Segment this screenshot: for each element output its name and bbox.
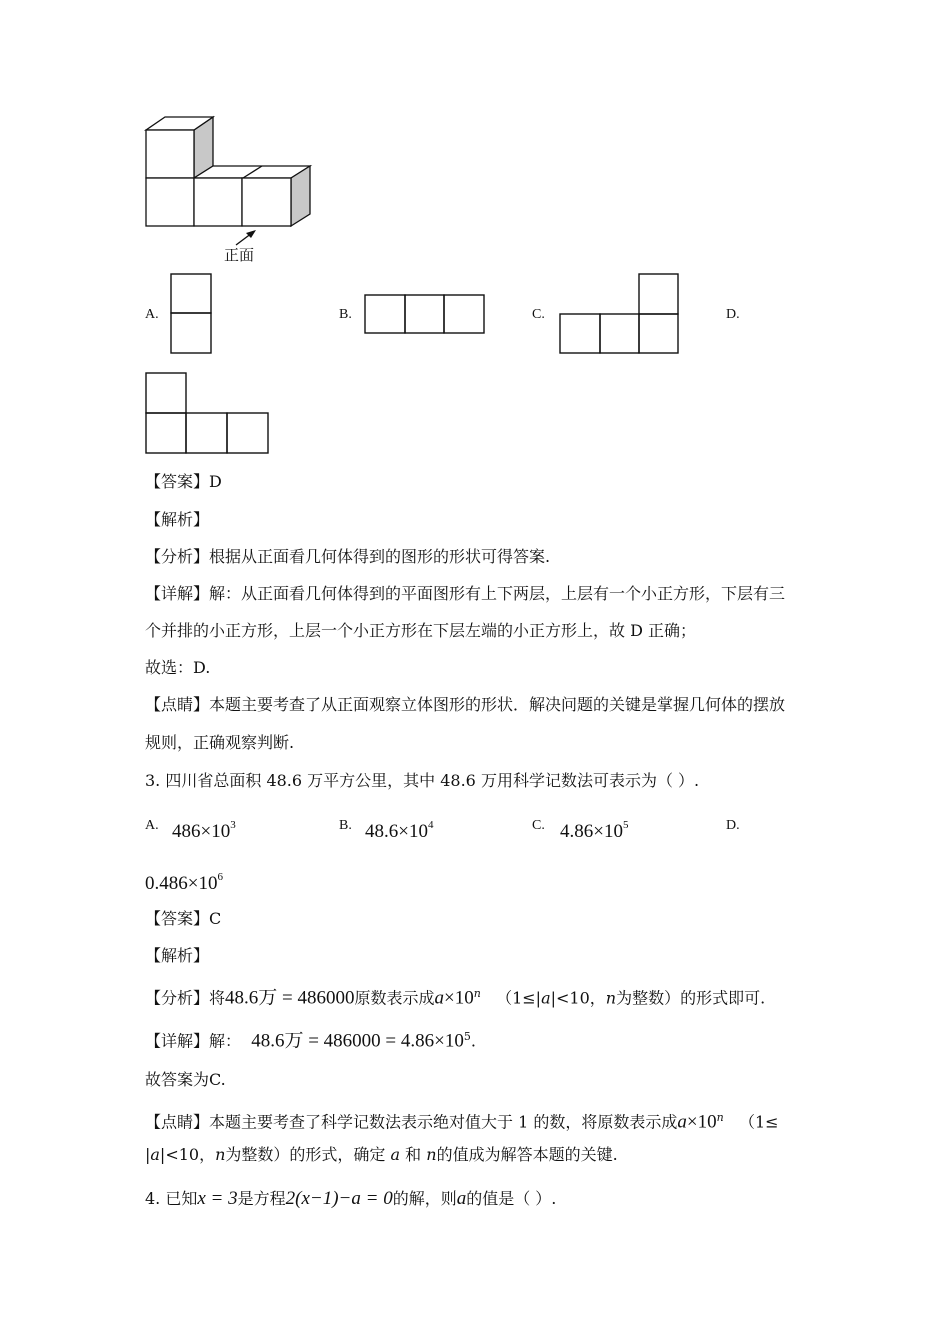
q3-dianjing-line2: |a|<10，n为整数）的形式，确定 a 和 n的值成为解答本题的关键.: [145, 1145, 618, 1164]
q3-xiangjie: 【详解】解： 48.6万 = $486000 = 4.86\times 10^5$.: [145, 1030, 476, 1052]
q3-conclusion: 故答案为C.: [145, 1070, 226, 1089]
q3-option-c-label: C.: [532, 818, 545, 833]
q3-option-d-label: D.: [726, 818, 740, 833]
q3-analysis-title: 【解析】: [145, 946, 210, 965]
q2-xiangjie-line1: 【详解】解：从正面看几何体得到的平面图形有上下两层，上层有一个小正方形，下层有三: [145, 584, 786, 603]
q3-answer: 【答案】C: [145, 909, 222, 928]
q2-answer: 【答案】D: [145, 472, 222, 491]
q3-option-a-value: $486\times 10^3$: [172, 819, 236, 842]
q3-option-c-value: $4.86\times 10^5$: [560, 819, 629, 842]
q2-option-d-label: D.: [726, 307, 740, 322]
q2-option-b-label: B.: [339, 307, 352, 322]
q2-analysis-title: 【解析】: [145, 510, 210, 529]
q3-option-d-value: $0.486\times 10^6$: [145, 871, 223, 894]
q3-option-a-label: A.: [145, 818, 159, 833]
front-label: 正面: [224, 246, 255, 264]
q3-fenxi: 【分析】将48.6万 = 486000原数表示成$a\times 10^n$ （1≤|a|<10，n为整数）的形式即可.: [145, 987, 766, 1009]
q3-option-b-label: B.: [339, 818, 352, 833]
q2-dianjing-line2: 规则，正确观察判断.: [145, 733, 295, 752]
q3-stem: 3. 四川省总面积 48.6 万平方公里，其中 48.6 万用科学记数法可表示为（ ）.: [145, 771, 700, 790]
q4-stem: 4. 已知x = 3是方程2(x−1)−a = 0的解，则a的值是（ ）.: [145, 1188, 557, 1209]
q2-dianjing-line1: 【点睛】本题主要考查了从正面观察立体图形的形状．解决问题的关键是掌握几何体的摆放: [145, 695, 786, 714]
q2-xiangjie-line2: 个并排的小正方形，上层一个小正方形在下层左端的小正方形上，故 D 正确；: [145, 621, 697, 640]
q3-option-b-value: $48.6\times 10^4$: [365, 819, 434, 842]
q2-option-a-label: A.: [145, 307, 159, 322]
q2-fenxi: 【分析】根据从正面看几何体得到的图形的形状可得答案.: [145, 547, 551, 566]
q3-dianjing-line1: 【点睛】本题主要考查了科学记数法表示绝对值大于 1 的数，将原数表示成$a\times 10^n$ （1≤: [145, 1111, 779, 1133]
q2-guxuan: 故选：D.: [145, 658, 211, 677]
q2-option-c-label: C.: [532, 307, 545, 322]
